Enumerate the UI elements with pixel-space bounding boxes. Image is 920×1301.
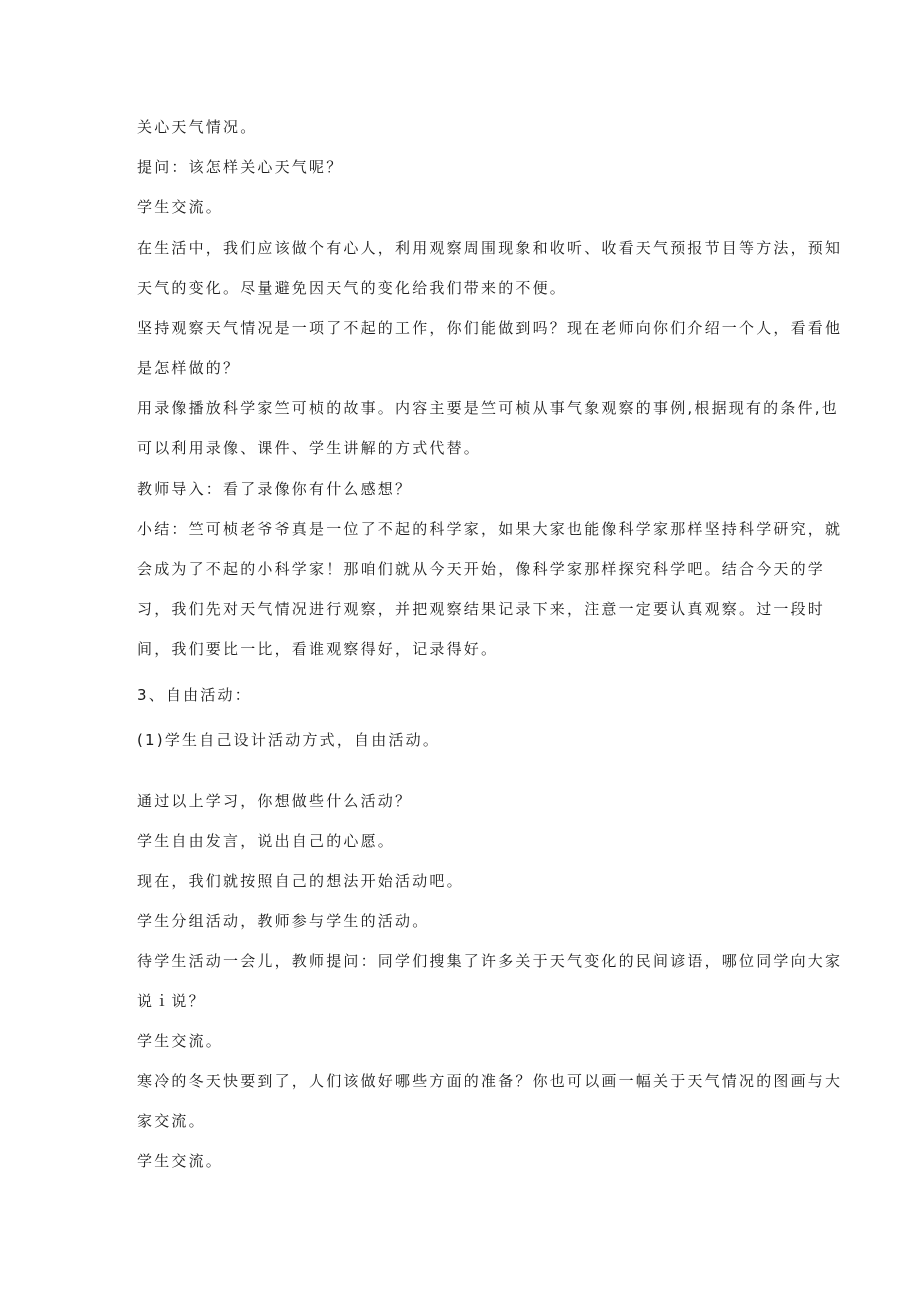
text-line: 提问：该怎样关心天气呢？	[137, 158, 344, 176]
text-line: 教师导入：看了录像你有什么感想？	[137, 480, 413, 498]
text-line: 天气的变化。尽量避免因天气的变化给我们带来的不便。	[137, 279, 568, 297]
text-line: 学生交流。	[137, 1152, 224, 1170]
text-line: 寒冷的冬天快要到了，人们该做好哪些方面的准备？你也可以画一幅关于天气情况的图画与大	[137, 1072, 843, 1090]
section-heading: 3、自由活动：	[137, 686, 252, 704]
text-line: 关心天气情况。	[137, 118, 258, 136]
text-line: 习，我们先对天气情况进行观察，并把观察结果记录下来，注意一定要认真观察。过一段时	[137, 600, 826, 618]
text-line: 坚持观察天气情况是一项了不起的工作，你们能做到吗？现在老师向你们介绍一个人，看看他	[137, 319, 843, 337]
text-line: 小结：竺可桢老爷爷真是一位了不起的科学家，如果大家也能像科学家那样坚持科学研究，就	[137, 520, 843, 538]
text-line: 待学生活动一会儿，教师提问：同学们搜集了许多关于天气变化的民间谚语，哪位同学向大家	[137, 952, 843, 970]
text-line: 学生交流。	[137, 1032, 224, 1050]
text-line: 学生分组活动，教师参与学生的活动。	[137, 912, 430, 930]
text-line: 学生自由发言，说出自己的心愿。	[137, 832, 396, 850]
text-line: 可以利用录像、课件、学生讲解的方式代替。	[137, 439, 482, 457]
text-line: 用录像播放科学家竺可桢的故事。内容主要是竺可桢从事气象观察的事例,根据现有的条件,也	[137, 399, 839, 417]
text-line: 会成为了不起的小科学家！那咱们就从今天开始，像科学家那样探究科学吧。结合今天的学	[137, 560, 826, 578]
text-line: 通过以上学习，你想做些什么活动？	[137, 792, 413, 810]
text-line: (1)学生自己设计活动方式，自由活动。	[137, 731, 441, 749]
text-line: 家交流。	[137, 1112, 206, 1130]
text-line: 现在，我们就按照自己的想法开始活动吧。	[137, 872, 464, 890]
text-line: 是怎样做的？	[137, 359, 241, 377]
text-line: 说ｉ说？	[137, 992, 206, 1010]
text-line: 在生活中，我们应该做个有心人，利用观察周围现象和收听、收看天气预报节目等方法，预知	[137, 239, 843, 257]
text-line: 学生交流。	[137, 198, 224, 216]
text-line: 间，我们要比一比，看谁观察得好，记录得好。	[137, 640, 499, 658]
